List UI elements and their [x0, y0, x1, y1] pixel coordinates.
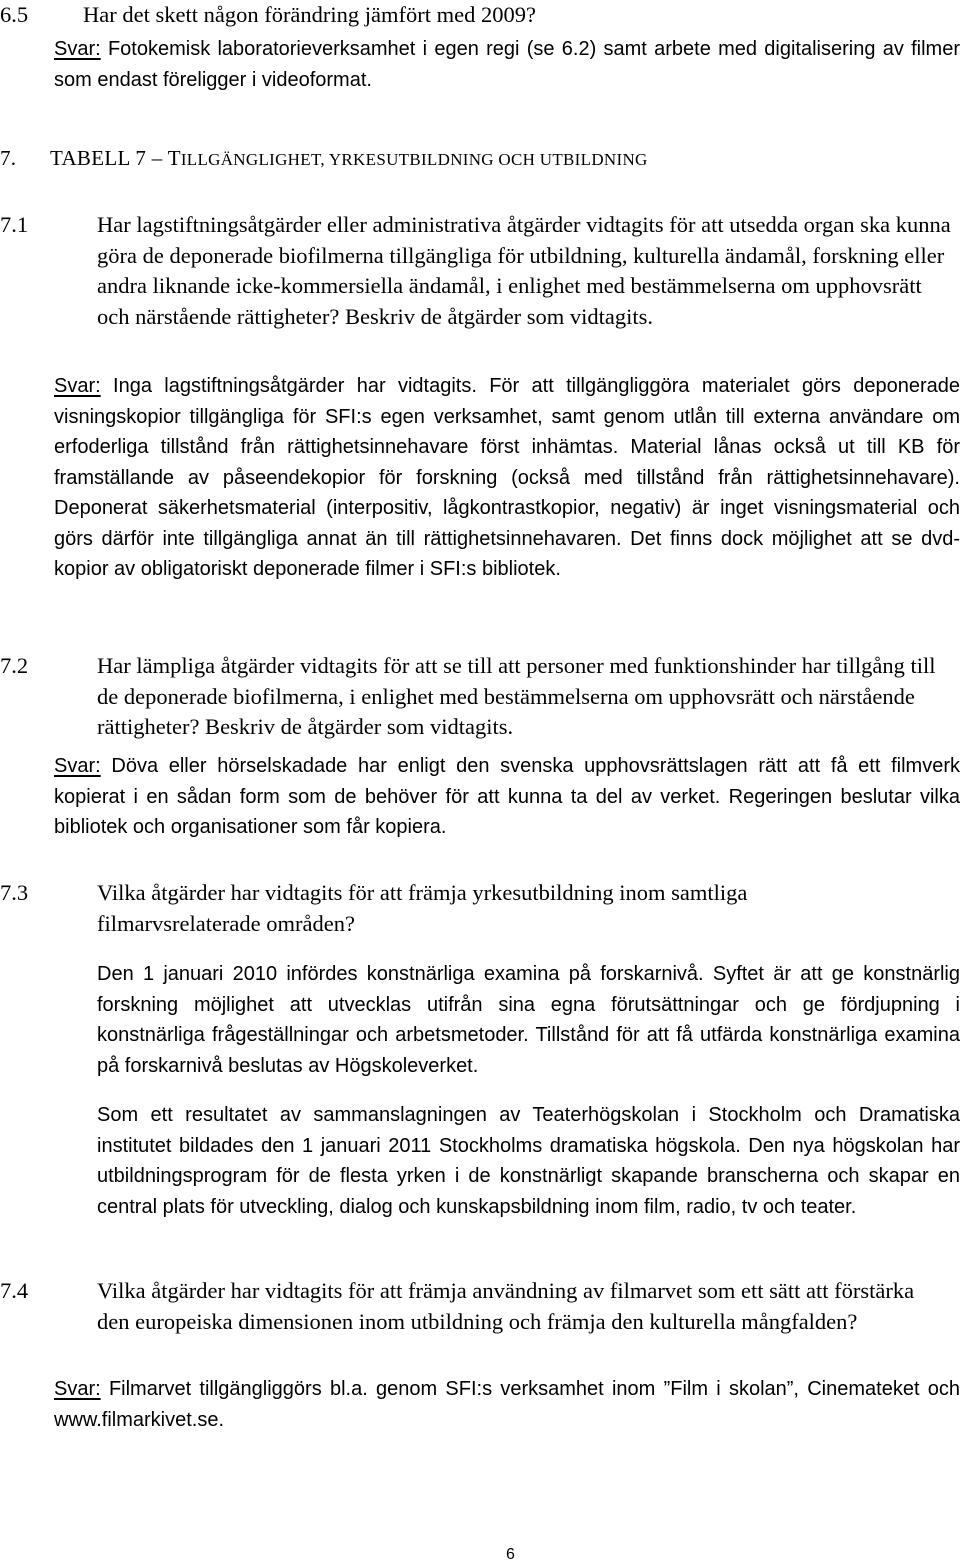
answer-6-5	[54, 34, 960, 95]
answer-label: Svar:	[54, 375, 101, 397]
section-number-6-5: 6.5	[0, 2, 29, 27]
answer-label: Svar:	[54, 755, 101, 777]
question-7-3: Vilka åtgärder har vidtagits för att främja yrkesutbildning inom samtliga filmarvsrelaterade områden?	[97, 880, 748, 936]
heading-part-b: ILLGÄNGLIGHET, YRKESUTBILDNING OCH UTBILDNING	[180, 150, 648, 169]
answer-7-3-paragraph-2: Som ett resultatet av sammanslagningen av Teaterhögskolan i Stockholm och Dramatiska institutet bildades den 1 januari 2011 Stockholms dramatiska högskola. Den nya högskolan har utbildningsprogram för de flesta yrken i de konstnärligt skapande branscherna och skapar en central plats för utveckling, dialog och kunskapsbildning inom film, radio, tv och teater.	[97, 1104, 960, 1218]
question-7-2: Har lämpliga åtgärder vidtagits för att se till att personer med funktionshinder har tillgång till de deponerade biofilmerna, i enlighet med bestämmelserna om upphovsrätt och närstående rättigheter? Beskriv de åtgärder som vidtagits.	[97, 653, 936, 739]
heading-number: 7.	[0, 146, 17, 170]
question-7-4: Vilka åtgärder har vidtagits för att främja användning av filmarvet som ett sätt att förstärka den europeiska dimensionen inom utbildning och främja den kulturella mångfalden?	[97, 1278, 915, 1334]
answer-label: Svar:	[54, 1378, 101, 1400]
answer-7-1	[54, 371, 960, 585]
answer-7-4	[54, 1374, 960, 1435]
section-number-7-1: 7.1	[0, 212, 29, 237]
heading-part-a: TABELL 7 – T	[50, 146, 181, 170]
answer-label: Svar:	[54, 38, 101, 60]
answer-text: Fotokemisk laboratorieverksamhet i egen regi (se 6.2) samt arbete med digitalisering av filmer som endast föreligger i videoformat.	[54, 38, 960, 91]
page-number: 6	[506, 1546, 515, 1563]
section-number-7-4: 7.4	[0, 1278, 29, 1303]
answer-7-3-paragraph-1: Den 1 januari 2010 infördes konstnärliga examina på forskarnivå. Syftet är att ge konstnärlig forskning möjlighet att utvecklas utifrån sina egna förutsättningar och ge fördjupning i konstnärliga frågeställningar och arbetsmetoder. Tillstånd för att få utfärda konstnärliga examina på forskarnivå beslutas av Högskoleverket.	[97, 963, 960, 1077]
answer-7-2	[54, 751, 960, 843]
section-number-7-2: 7.2	[0, 653, 29, 678]
section-heading	[50, 146, 930, 171]
answer-text: Döva eller hörselskadade har enligt den svenska upphovsrättslagen rätt att få ett filmverk kopierat i en sådan form som de behöver för att kunna ta del av verket. Regeringen beslutar vilka bibliotek och organisationer som får kopiera.	[54, 755, 960, 838]
answer-text: Filmarvet tillgängliggörs bl.a. genom SFI:s verksamhet inom ”Film i skolan”, Cinemateket och www.filmarkivet.se.	[54, 1378, 960, 1431]
question-6-5: Har det skett någon förändring jämfört med 2009?	[83, 2, 536, 27]
answer-text: Inga lagstiftningsåtgärder har vidtagits. För att tillgängliggöra materialet görs deponerade visningskopior tillgängliga för SFI:s egen verksamhet, samt genom utlån till externa användare om erfoderliga tillstånd från rättighetsinnehavare först inhämtas. Material lånas också ut till KB för framställande av påseendekopior för forskning (också med tillstånd från rättighetsinnehavare). Deponerat säkerhetsmaterial (interpositiv, lågkontrastkopior, negativ) är inget visningsmaterial och görs därför inte tillgängliga annat än till rättighetsinnehavaren. Det finns dock möjlighet att se dvd-kopior av obligatoriskt deponerade filmer i SFI:s bibliotek.	[54, 375, 960, 580]
question-7-1: Har lagstiftningsåtgärder eller administrativa åtgärder vidtagits för att utsedda organ ska kunna göra de deponerade biofilmerna tillgängliga för utbildning, kulturella ändamål, forskning eller andra liknande icke-kommersiella ändamål, i enlighet med bestämmelserna om upphovsrätt och närstående rättigheter? Beskriv de åtgärder som vidtagits.	[97, 212, 951, 329]
section-number-7-3: 7.3	[0, 880, 29, 905]
